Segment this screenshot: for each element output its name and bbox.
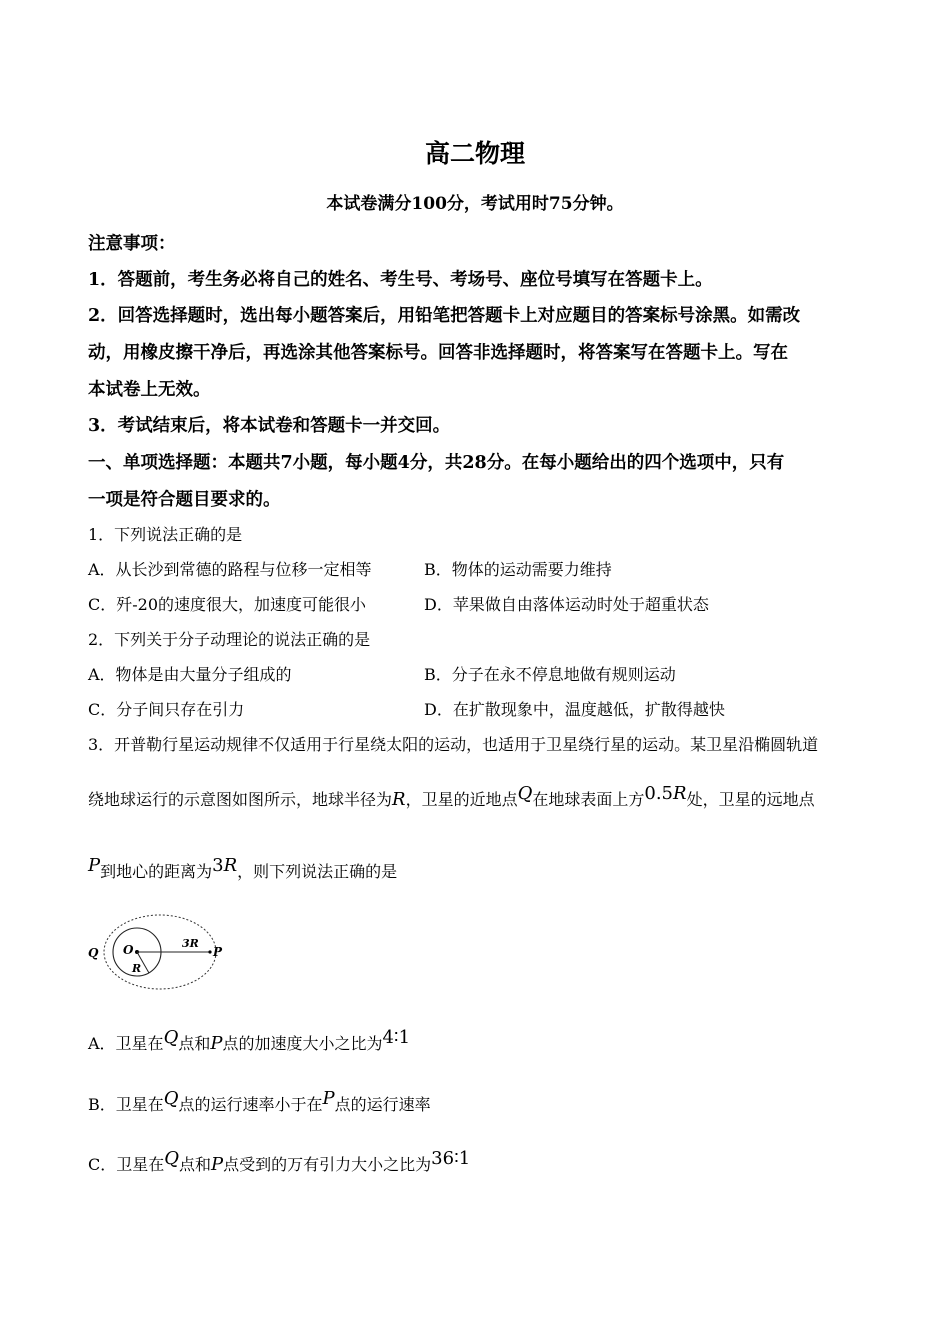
q3-stem-line-2: 绕地球运行的示意图如图所示，地球半径为R，卫星的近地点Q在地球表面上方0.5R处，卫星的远地点 — [88, 783, 815, 810]
diagram-label-q: Q — [88, 946, 99, 960]
q3-stem-line-3: P到地心的距离为3R，则下列说法正确的是 — [88, 855, 398, 881]
q3-option-a: A．卫星在Q点和P点的加速度大小之比为4∶1 — [88, 1027, 411, 1054]
q2-stem: 2．下列关于分子动理论的说法正确的是 — [88, 630, 371, 649]
math-Q: Q — [517, 783, 533, 804]
q1-option-b: B．物体的运动需要力维持 — [424, 560, 612, 579]
diagram-label-3r: 3R — [182, 937, 199, 950]
q1-stem: 1．下列说法正确的是 — [88, 525, 243, 544]
notice-item-3: 3．考试结束后，将本试卷和答题卡一并交回。 — [88, 416, 451, 436]
notice-item-2-line-3: 本试卷上无效。 — [88, 380, 211, 400]
q3-option-c: C．卫星在Q点和P点受到的万有引力大小之比为36∶1 — [88, 1148, 471, 1175]
section-heading-line-2: 一项是符合题目要求的。 — [88, 490, 281, 510]
q1-option-d: D．苹果做自由落体运动时处于超重状态 — [424, 595, 709, 614]
orbit-diagram — [86, 912, 228, 992]
q2-option-c: C．分子间只存在引力 — [88, 700, 245, 719]
notice-item-2-line-2: 动，用橡皮擦干净后，再选涂其他答案标号。回答非选择题时，将答案写在答题卡上。写在 — [88, 343, 788, 363]
section-heading-line-1: 一、单项选择题：本题共7小题，每小题4分，共28分。在每小题给出的四个选项中，只有 — [88, 453, 785, 473]
diagram-label-o: O — [123, 943, 134, 957]
q2-option-b: B．分子在永不停息地做有规则运动 — [424, 665, 676, 684]
diagram-label-r: R — [132, 962, 142, 975]
math-P: P — [88, 855, 101, 876]
ratio-value: 4∶1 — [382, 1027, 411, 1048]
diagram-label-p: P — [213, 945, 223, 959]
q3-stem-line-1: 3．开普勒行星运动规律不仅适用于行星绕太阳的运动，也适用于卫星绕行星的运动。某卫星沿椭圆轨道 — [88, 735, 819, 754]
q1-option-c: C．歼-20的速度很大，加速度可能很小 — [88, 595, 367, 614]
math-value: 0.5 — [644, 783, 674, 804]
q2-option-d: D．在扩散现象中，温度越低，扩散得越快 — [424, 700, 725, 719]
notice-item-2-line-1: 2．回答选择题时，选出每小题答案后，用铅笔把答题卡上对应题目的答案标号涂黑。如需改 — [88, 306, 801, 326]
ratio-value: 36∶1 — [431, 1148, 471, 1169]
q3-option-b: B．卫星在Q点的运行速率小于在P点的运行速率 — [88, 1088, 431, 1114]
point-p-dot — [208, 950, 211, 953]
exam-info: 本试卷满分100分，考试用时75分钟。 — [326, 194, 624, 214]
page-title: 高二物理 — [424, 139, 525, 168]
q1-option-a: A．从长沙到常德的路程与位移一定相等 — [88, 560, 372, 579]
q2-option-a: A．物体是由大量分子组成的 — [88, 665, 292, 684]
math-R: R — [392, 789, 406, 810]
notice-item-1: 1．答题前，考生务必将自己的姓名、考生号、考场号、座位号填写在答题卡上。 — [88, 270, 713, 290]
notice-heading: 注意事项： — [88, 234, 176, 254]
